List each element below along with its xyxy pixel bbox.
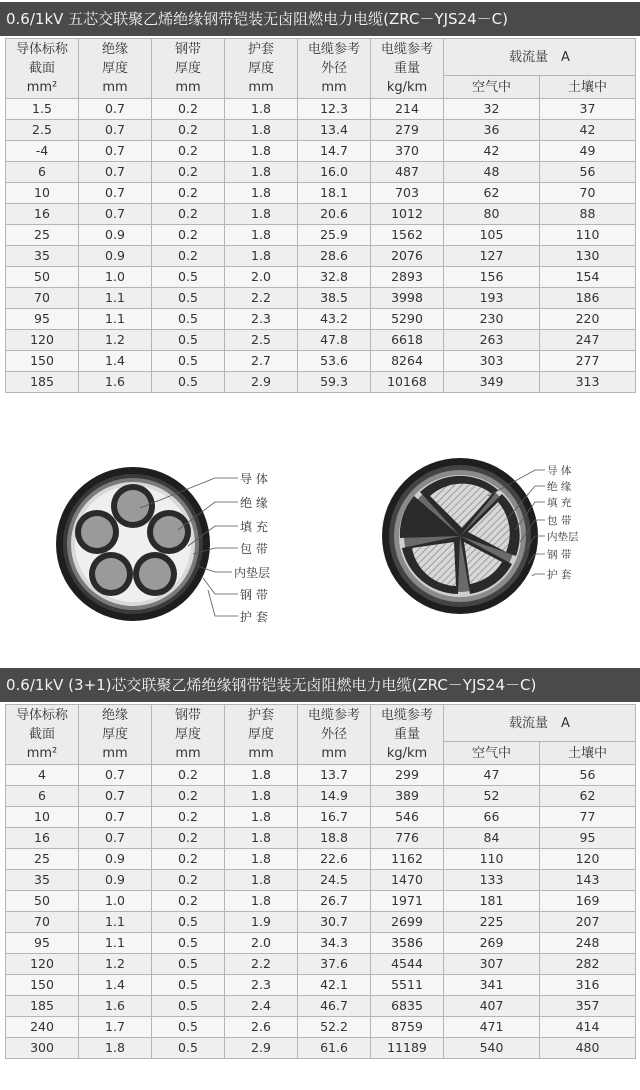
cell-weight: 5511 [371, 975, 444, 996]
cell-insulation: 1.1 [79, 309, 152, 330]
cell-diameter: 26.7 [298, 891, 371, 912]
table-row [6, 330, 636, 351]
cell-insulation: 1.2 [79, 954, 152, 975]
cell-insulation: 1.4 [79, 975, 152, 996]
cell-steel-tape: 0.2 [152, 786, 225, 807]
table-row [6, 849, 636, 870]
table-row [6, 267, 636, 288]
label-sheath: 护 套 [240, 610, 268, 624]
cell-weight: 370 [371, 141, 444, 162]
cell-steel-tape: 0.5 [152, 996, 225, 1017]
cable-illustrations [0, 430, 640, 660]
cell-current-air: 84 [444, 828, 540, 849]
table-row [6, 1017, 636, 1038]
cell-current-soil: 277 [540, 351, 636, 372]
cell-sheath: 2.7 [225, 351, 298, 372]
cell-current-soil: 42 [540, 120, 636, 141]
cell-current-soil: 49 [540, 141, 636, 162]
cell-weight: 703 [371, 183, 444, 204]
cell-diameter: 25.9 [298, 225, 371, 246]
cell-insulation: 0.9 [79, 870, 152, 891]
cell-sheath: 1.8 [225, 204, 298, 225]
label-filler: 填 充 [240, 520, 268, 534]
cell-insulation: 0.7 [79, 786, 152, 807]
cell-current-soil: 62 [540, 786, 636, 807]
table-row [6, 765, 636, 786]
cell-insulation: 1.1 [79, 912, 152, 933]
cell-current-air: 225 [444, 912, 540, 933]
cell-current-air: 32 [444, 99, 540, 120]
cell-weight: 3998 [371, 288, 444, 309]
cell-steel-tape: 0.2 [152, 183, 225, 204]
cell-insulation: 0.7 [79, 204, 152, 225]
cell-section: 50 [6, 267, 79, 288]
cell-steel-tape: 0.2 [152, 225, 225, 246]
table-row [6, 807, 636, 828]
cell-current-soil: 282 [540, 954, 636, 975]
table-row [6, 309, 636, 330]
cell-sheath: 2.3 [225, 309, 298, 330]
cell-section: -4 [6, 141, 79, 162]
header-weight: 电缆参考 重量 kg/km [371, 39, 444, 99]
cell-current-air: 407 [444, 996, 540, 1017]
cell-current-soil: 247 [540, 330, 636, 351]
cell-steel-tape: 0.5 [152, 330, 225, 351]
cell-weight: 8264 [371, 351, 444, 372]
table-row [6, 870, 636, 891]
label-conductor: 导 体 [240, 472, 268, 486]
header-sheath-thickness: 护套 厚度 mm [225, 705, 298, 765]
cell-current-soil: 220 [540, 309, 636, 330]
cell-diameter: 37.6 [298, 954, 371, 975]
cell-steel-tape: 0.2 [152, 870, 225, 891]
cell-insulation: 1.6 [79, 372, 152, 393]
cell-sheath: 1.8 [225, 765, 298, 786]
cell-insulation: 1.8 [79, 1038, 152, 1059]
header-in-air: 空气中 [444, 76, 540, 99]
header-current-capacity: 载流量 A [444, 39, 636, 76]
table-row [6, 246, 636, 267]
table1-title: 0.6/1kV 五芯交联聚乙烯绝缘钢带铠装无卤阻燃电力电缆(ZRC－YJS24－C) [0, 2, 640, 36]
table-row [6, 162, 636, 183]
cell-sheath: 1.8 [225, 183, 298, 204]
cell-current-air: 269 [444, 933, 540, 954]
cell-sheath: 2.0 [225, 267, 298, 288]
cell-sheath: 1.8 [225, 891, 298, 912]
cell-current-air: 471 [444, 1017, 540, 1038]
header-conductor-section: 导体标称 截面 mm² [6, 39, 79, 99]
cell-current-soil: 143 [540, 870, 636, 891]
cell-steel-tape: 0.2 [152, 120, 225, 141]
cell-current-soil: 130 [540, 246, 636, 267]
cell-current-air: 80 [444, 204, 540, 225]
cell-diameter: 38.5 [298, 288, 371, 309]
cell-sheath: 2.9 [225, 372, 298, 393]
header-current-capacity: 载流量 A [444, 705, 636, 742]
label-insulation-right: 绝 缘 [547, 481, 572, 493]
header-steel-tape-thickness: 钢带 厚度 mm [152, 705, 225, 765]
cell-sheath: 2.9 [225, 1038, 298, 1059]
cell-steel-tape: 0.2 [152, 891, 225, 912]
cell-steel-tape: 0.5 [152, 933, 225, 954]
cell-section: 4 [6, 765, 79, 786]
cell-diameter: 61.6 [298, 1038, 371, 1059]
cell-insulation: 0.9 [79, 849, 152, 870]
cell-diameter: 13.7 [298, 765, 371, 786]
table-row [6, 351, 636, 372]
cable-spec-table-five-core [5, 38, 636, 393]
cell-section: 6 [6, 162, 79, 183]
label-wrapping-tape: 包 带 [240, 542, 268, 556]
cell-diameter: 22.6 [298, 849, 371, 870]
cell-current-air: 341 [444, 975, 540, 996]
cell-weight: 389 [371, 786, 444, 807]
table-row [6, 183, 636, 204]
cell-section: 120 [6, 330, 79, 351]
header-in-soil: 土壤中 [540, 76, 636, 99]
cell-current-air: 230 [444, 309, 540, 330]
table-row [6, 933, 636, 954]
cell-steel-tape: 0.5 [152, 372, 225, 393]
table-row [6, 786, 636, 807]
header-insulation-thickness: 绝缘 厚度 mm [79, 705, 152, 765]
cell-weight: 279 [371, 120, 444, 141]
cell-steel-tape: 0.2 [152, 828, 225, 849]
cell-weight: 5290 [371, 309, 444, 330]
cell-section: 10 [6, 183, 79, 204]
label-filler-right: 填 充 [547, 497, 572, 509]
cell-insulation: 1.1 [79, 933, 152, 954]
cell-weight: 1562 [371, 225, 444, 246]
cell-section: 150 [6, 351, 79, 372]
table-row [6, 954, 636, 975]
cell-sheath: 1.8 [225, 99, 298, 120]
header-conductor-section: 导体标称 截面 mm² [6, 705, 79, 765]
cell-current-soil: 110 [540, 225, 636, 246]
header-in-air: 空气中 [444, 742, 540, 765]
cell-section: 6 [6, 786, 79, 807]
cell-current-soil: 313 [540, 372, 636, 393]
cell-steel-tape: 0.2 [152, 849, 225, 870]
cell-current-air: 307 [444, 954, 540, 975]
cell-sheath: 2.4 [225, 996, 298, 1017]
cell-steel-tape: 0.2 [152, 246, 225, 267]
cell-weight: 1971 [371, 891, 444, 912]
cell-steel-tape: 0.2 [152, 765, 225, 786]
cell-section: 35 [6, 870, 79, 891]
cell-sheath: 2.6 [225, 1017, 298, 1038]
cell-insulation: 0.9 [79, 246, 152, 267]
cell-steel-tape: 0.2 [152, 141, 225, 162]
cell-diameter: 52.2 [298, 1017, 371, 1038]
table-row [6, 141, 636, 162]
cell-sheath: 1.9 [225, 912, 298, 933]
cell-diameter: 18.1 [298, 183, 371, 204]
cell-current-soil: 248 [540, 933, 636, 954]
header-insulation-thickness: 绝缘 厚度 mm [79, 39, 152, 99]
cell-current-air: 52 [444, 786, 540, 807]
five-core-cable-icon [56, 467, 210, 621]
cell-section: 185 [6, 372, 79, 393]
cell-weight: 3586 [371, 933, 444, 954]
cell-weight: 8759 [371, 1017, 444, 1038]
cell-steel-tape: 0.2 [152, 807, 225, 828]
cell-section: 70 [6, 912, 79, 933]
cell-diameter: 30.7 [298, 912, 371, 933]
cell-insulation: 0.7 [79, 120, 152, 141]
cell-insulation: 0.9 [79, 225, 152, 246]
table-row [6, 225, 636, 246]
cell-diameter: 59.3 [298, 372, 371, 393]
cell-weight: 1162 [371, 849, 444, 870]
cell-steel-tape: 0.5 [152, 912, 225, 933]
cell-current-air: 263 [444, 330, 540, 351]
cell-current-soil: 169 [540, 891, 636, 912]
cell-current-soil: 186 [540, 288, 636, 309]
cable-cross-section-diagrams [0, 430, 640, 660]
cell-steel-tape: 0.5 [152, 267, 225, 288]
cell-steel-tape: 0.5 [152, 1038, 225, 1059]
cell-steel-tape: 0.2 [152, 204, 225, 225]
cell-section: 1.5 [6, 99, 79, 120]
cell-diameter: 47.8 [298, 330, 371, 351]
cell-current-air: 193 [444, 288, 540, 309]
cell-section: 185 [6, 996, 79, 1017]
cell-section: 25 [6, 849, 79, 870]
cell-sheath: 1.8 [225, 225, 298, 246]
cell-insulation: 1.1 [79, 288, 152, 309]
cell-diameter: 28.6 [298, 246, 371, 267]
label-inner-lining: 内垫层 [234, 566, 271, 580]
cell-current-soil: 154 [540, 267, 636, 288]
cell-sheath: 1.8 [225, 120, 298, 141]
header-outer-diameter: 电缆参考 外径 mm [298, 39, 371, 99]
cell-current-air: 36 [444, 120, 540, 141]
cell-section: 120 [6, 954, 79, 975]
cell-insulation: 1.7 [79, 1017, 152, 1038]
cell-diameter: 13.4 [298, 120, 371, 141]
cell-current-soil: 56 [540, 765, 636, 786]
cell-section: 240 [6, 1017, 79, 1038]
table-row [6, 996, 636, 1017]
cell-diameter: 20.6 [298, 204, 371, 225]
table-row [6, 288, 636, 309]
cell-diameter: 18.8 [298, 828, 371, 849]
cell-diameter: 46.7 [298, 996, 371, 1017]
cell-current-soil: 414 [540, 1017, 636, 1038]
cell-diameter: 16.7 [298, 807, 371, 828]
cell-section: 35 [6, 246, 79, 267]
cell-steel-tape: 0.5 [152, 954, 225, 975]
cell-current-soil: 95 [540, 828, 636, 849]
cell-current-air: 127 [444, 246, 540, 267]
cell-current-air: 540 [444, 1038, 540, 1059]
cell-sheath: 1.8 [225, 870, 298, 891]
cell-insulation: 1.6 [79, 996, 152, 1017]
cell-weight: 10168 [371, 372, 444, 393]
cell-steel-tape: 0.5 [152, 288, 225, 309]
cell-current-soil: 207 [540, 912, 636, 933]
cell-diameter: 24.5 [298, 870, 371, 891]
cell-weight: 546 [371, 807, 444, 828]
cell-section: 95 [6, 933, 79, 954]
cell-section: 70 [6, 288, 79, 309]
cell-current-soil: 70 [540, 183, 636, 204]
cell-current-air: 181 [444, 891, 540, 912]
cell-current-air: 47 [444, 765, 540, 786]
cell-sheath: 2.2 [225, 954, 298, 975]
cell-current-soil: 357 [540, 996, 636, 1017]
cell-current-soil: 37 [540, 99, 636, 120]
cell-weight: 487 [371, 162, 444, 183]
cell-insulation: 0.7 [79, 828, 152, 849]
cell-section: 10 [6, 807, 79, 828]
cell-weight: 2893 [371, 267, 444, 288]
cell-weight: 6618 [371, 330, 444, 351]
table-row [6, 120, 636, 141]
cell-section: 95 [6, 309, 79, 330]
cell-weight: 2076 [371, 246, 444, 267]
cell-diameter: 14.7 [298, 141, 371, 162]
label-sheath-right: 护 套 [547, 569, 572, 581]
cell-section: 16 [6, 204, 79, 225]
header-in-soil: 土壤中 [540, 742, 636, 765]
table-row [6, 912, 636, 933]
cell-current-air: 110 [444, 849, 540, 870]
cell-weight: 1012 [371, 204, 444, 225]
cell-sheath: 1.8 [225, 807, 298, 828]
cell-sheath: 1.8 [225, 849, 298, 870]
cell-section: 150 [6, 975, 79, 996]
cell-diameter: 34.3 [298, 933, 371, 954]
cell-sheath: 2.0 [225, 933, 298, 954]
cell-steel-tape: 0.2 [152, 162, 225, 183]
cell-diameter: 32.8 [298, 267, 371, 288]
cell-diameter: 12.3 [298, 99, 371, 120]
label-conductor-right: 导 体 [547, 465, 572, 477]
table-row [6, 204, 636, 225]
header-outer-diameter: 电缆参考 外径 mm [298, 705, 371, 765]
header-weight: 电缆参考 重量 kg/km [371, 705, 444, 765]
cell-sheath: 1.8 [225, 786, 298, 807]
label-steel-tape-right: 钢 带 [547, 549, 572, 561]
cell-current-air: 66 [444, 807, 540, 828]
cell-diameter: 43.2 [298, 309, 371, 330]
cell-current-air: 48 [444, 162, 540, 183]
cell-section: 2.5 [6, 120, 79, 141]
cell-sheath: 2.5 [225, 330, 298, 351]
cell-weight: 11189 [371, 1038, 444, 1059]
cell-insulation: 1.0 [79, 891, 152, 912]
cell-insulation: 1.4 [79, 351, 152, 372]
cell-section: 50 [6, 891, 79, 912]
cell-sheath: 1.8 [225, 141, 298, 162]
cell-insulation: 0.7 [79, 807, 152, 828]
cell-weight: 6835 [371, 996, 444, 1017]
cell-section: 25 [6, 225, 79, 246]
table-row [6, 828, 636, 849]
cell-sheath: 1.8 [225, 246, 298, 267]
table-row [6, 975, 636, 996]
header-steel-tape-thickness: 钢带 厚度 mm [152, 39, 225, 99]
cell-steel-tape: 0.5 [152, 975, 225, 996]
cell-weight: 776 [371, 828, 444, 849]
cell-insulation: 0.7 [79, 183, 152, 204]
cell-current-air: 133 [444, 870, 540, 891]
table-row [6, 99, 636, 120]
cell-insulation: 0.7 [79, 141, 152, 162]
cell-current-soil: 480 [540, 1038, 636, 1059]
cell-current-air: 156 [444, 267, 540, 288]
label-steel-tape: 钢 带 [240, 588, 268, 602]
label-inner-lining-right: 内垫层 [547, 531, 579, 543]
cell-current-air: 42 [444, 141, 540, 162]
cell-diameter: 42.1 [298, 975, 371, 996]
cell-current-air: 105 [444, 225, 540, 246]
cell-current-air: 303 [444, 351, 540, 372]
cell-section: 16 [6, 828, 79, 849]
cell-sheath: 1.8 [225, 162, 298, 183]
cell-current-soil: 77 [540, 807, 636, 828]
cell-diameter: 53.6 [298, 351, 371, 372]
cell-insulation: 0.7 [79, 765, 152, 786]
cell-steel-tape: 0.2 [152, 99, 225, 120]
cell-section: 300 [6, 1038, 79, 1059]
cell-current-soil: 316 [540, 975, 636, 996]
cell-steel-tape: 0.5 [152, 351, 225, 372]
cell-diameter: 16.0 [298, 162, 371, 183]
cell-sheath: 2.2 [225, 288, 298, 309]
table2-title: 0.6/1kV (3+1)芯交联聚乙烯绝缘钢带铠装无卤阻燃电力电缆(ZRC－YJS24－C) [0, 668, 640, 702]
cell-weight: 299 [371, 765, 444, 786]
cell-current-soil: 56 [540, 162, 636, 183]
cell-weight: 2699 [371, 912, 444, 933]
table-row [6, 372, 636, 393]
cell-weight: 214 [371, 99, 444, 120]
cell-diameter: 14.9 [298, 786, 371, 807]
cell-current-air: 349 [444, 372, 540, 393]
header-sheath-thickness: 护套 厚度 mm [225, 39, 298, 99]
cell-insulation: 0.7 [79, 162, 152, 183]
cell-insulation: 1.0 [79, 267, 152, 288]
cell-sheath: 1.8 [225, 828, 298, 849]
cell-steel-tape: 0.5 [152, 309, 225, 330]
cell-sheath: 2.3 [225, 975, 298, 996]
cell-insulation: 0.7 [79, 99, 152, 120]
cell-steel-tape: 0.5 [152, 1017, 225, 1038]
label-insulation: 绝 缘 [240, 496, 268, 510]
cell-current-air: 62 [444, 183, 540, 204]
cell-insulation: 1.2 [79, 330, 152, 351]
label-wrapping-tape-right: 包 带 [547, 515, 572, 527]
cell-weight: 1470 [371, 870, 444, 891]
table-row [6, 891, 636, 912]
cell-current-soil: 120 [540, 849, 636, 870]
cell-current-soil: 88 [540, 204, 636, 225]
table-row [6, 1038, 636, 1059]
cell-weight: 4544 [371, 954, 444, 975]
cable-spec-table-three-plus-one-core [5, 704, 636, 1059]
